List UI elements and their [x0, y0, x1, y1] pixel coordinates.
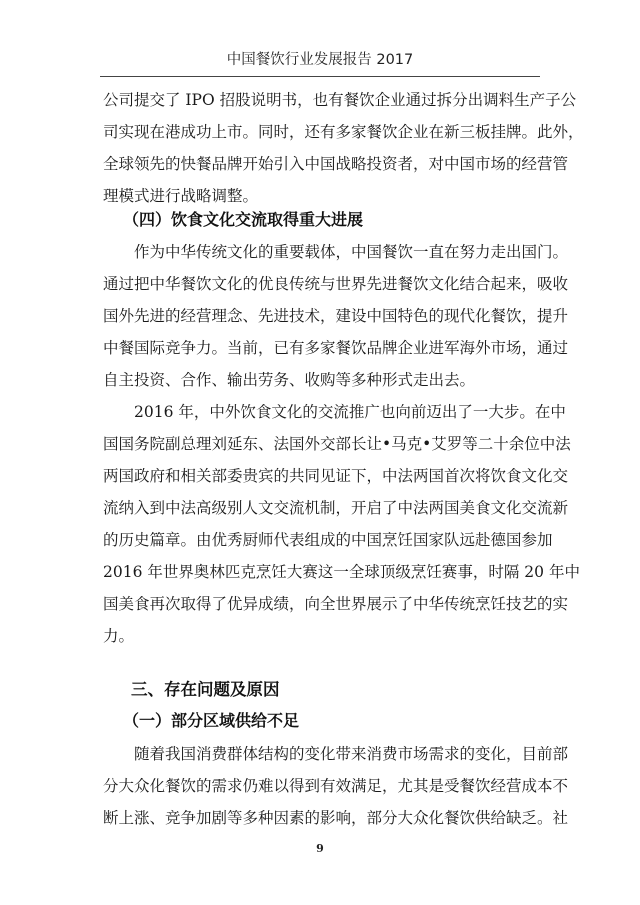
- page-number: 9: [316, 842, 324, 855]
- running-header: 中国餐饮行业发展报告 2017: [226, 52, 414, 68]
- body-line: 自主投资、合作、输出劳务、收购等多种形式走出去。: [103, 371, 476, 389]
- body-line: 两国政府和相关部委贵宾的共同见证下，中法两国首次将饮食文化交: [103, 467, 569, 485]
- body-line: 力。: [103, 627, 135, 645]
- body-line: 分大众化餐饮的需求仍难以得到有效满足，尤其是受餐饮经营成本不: [103, 777, 569, 795]
- body-line: 公司提交了 IPO 招股说明书，也有餐饮企业通过拆分出调料生产子公: [103, 91, 577, 109]
- body-line: 理模式进行战略调整。: [103, 187, 259, 205]
- chapter-heading: 三、存在问题及原因: [131, 680, 280, 699]
- header-divider: [100, 76, 540, 77]
- body-line: 随着我国消费群体结构的变化带来消费市场需求的变化，目前部: [134, 745, 569, 763]
- body-line: 通过把中华餐饮文化的优良传统与世界先进餐饮文化结合起来，吸收: [103, 275, 569, 293]
- section-heading: （一）部分区域供给不足: [123, 711, 300, 730]
- body-line: 中餐国际竞争力。当前，已有多家餐饮品牌企业进军海外市场，通过: [103, 339, 569, 357]
- body-line: 国国务院副总理刘延东、法国外交部长让•马克•艾罗等二十余位中法: [103, 435, 571, 453]
- body-line: 流纳入到中法高级别人文交流机制，开启了中法两国美食文化交流新: [103, 499, 569, 517]
- body-line: 作为中华传统文化的重要载体，中国餐饮一直在努力走出国门。: [134, 243, 569, 261]
- body-line: 断上涨、竞争加剧等多种因素的影响，部分大众化餐饮供给缺乏。社: [103, 809, 569, 827]
- body-line: 国外先进的经营理念、先进技术，建设中国特色的现代化餐饮，提升: [103, 307, 569, 325]
- body-line: 全球领先的快餐品牌开始引入中国战略投资者，对中国市场的经营管: [103, 155, 569, 173]
- body-line: 2016 年世界奥林匹克烹饪大赛这一全球顶级烹饪赛事，时隔 20 年中: [103, 563, 580, 581]
- body-line: 的历史篇章。由优秀厨师代表组成的中国烹饪国家队远赴德国参加: [103, 531, 553, 549]
- body-line: 司实现在港成功上市。同时，还有多家餐饮企业在新三板挂牌。此外，: [103, 123, 584, 141]
- body-line: 2016 年，中外饮食文化的交流推广也向前迈出了一大步。在中: [134, 403, 566, 421]
- section-heading: （四）饮食文化交流取得重大进展: [123, 210, 364, 229]
- body-line: 国美食再次取得了优异成绩，向全世界展示了中华传统烹饪技艺的实: [103, 595, 569, 613]
